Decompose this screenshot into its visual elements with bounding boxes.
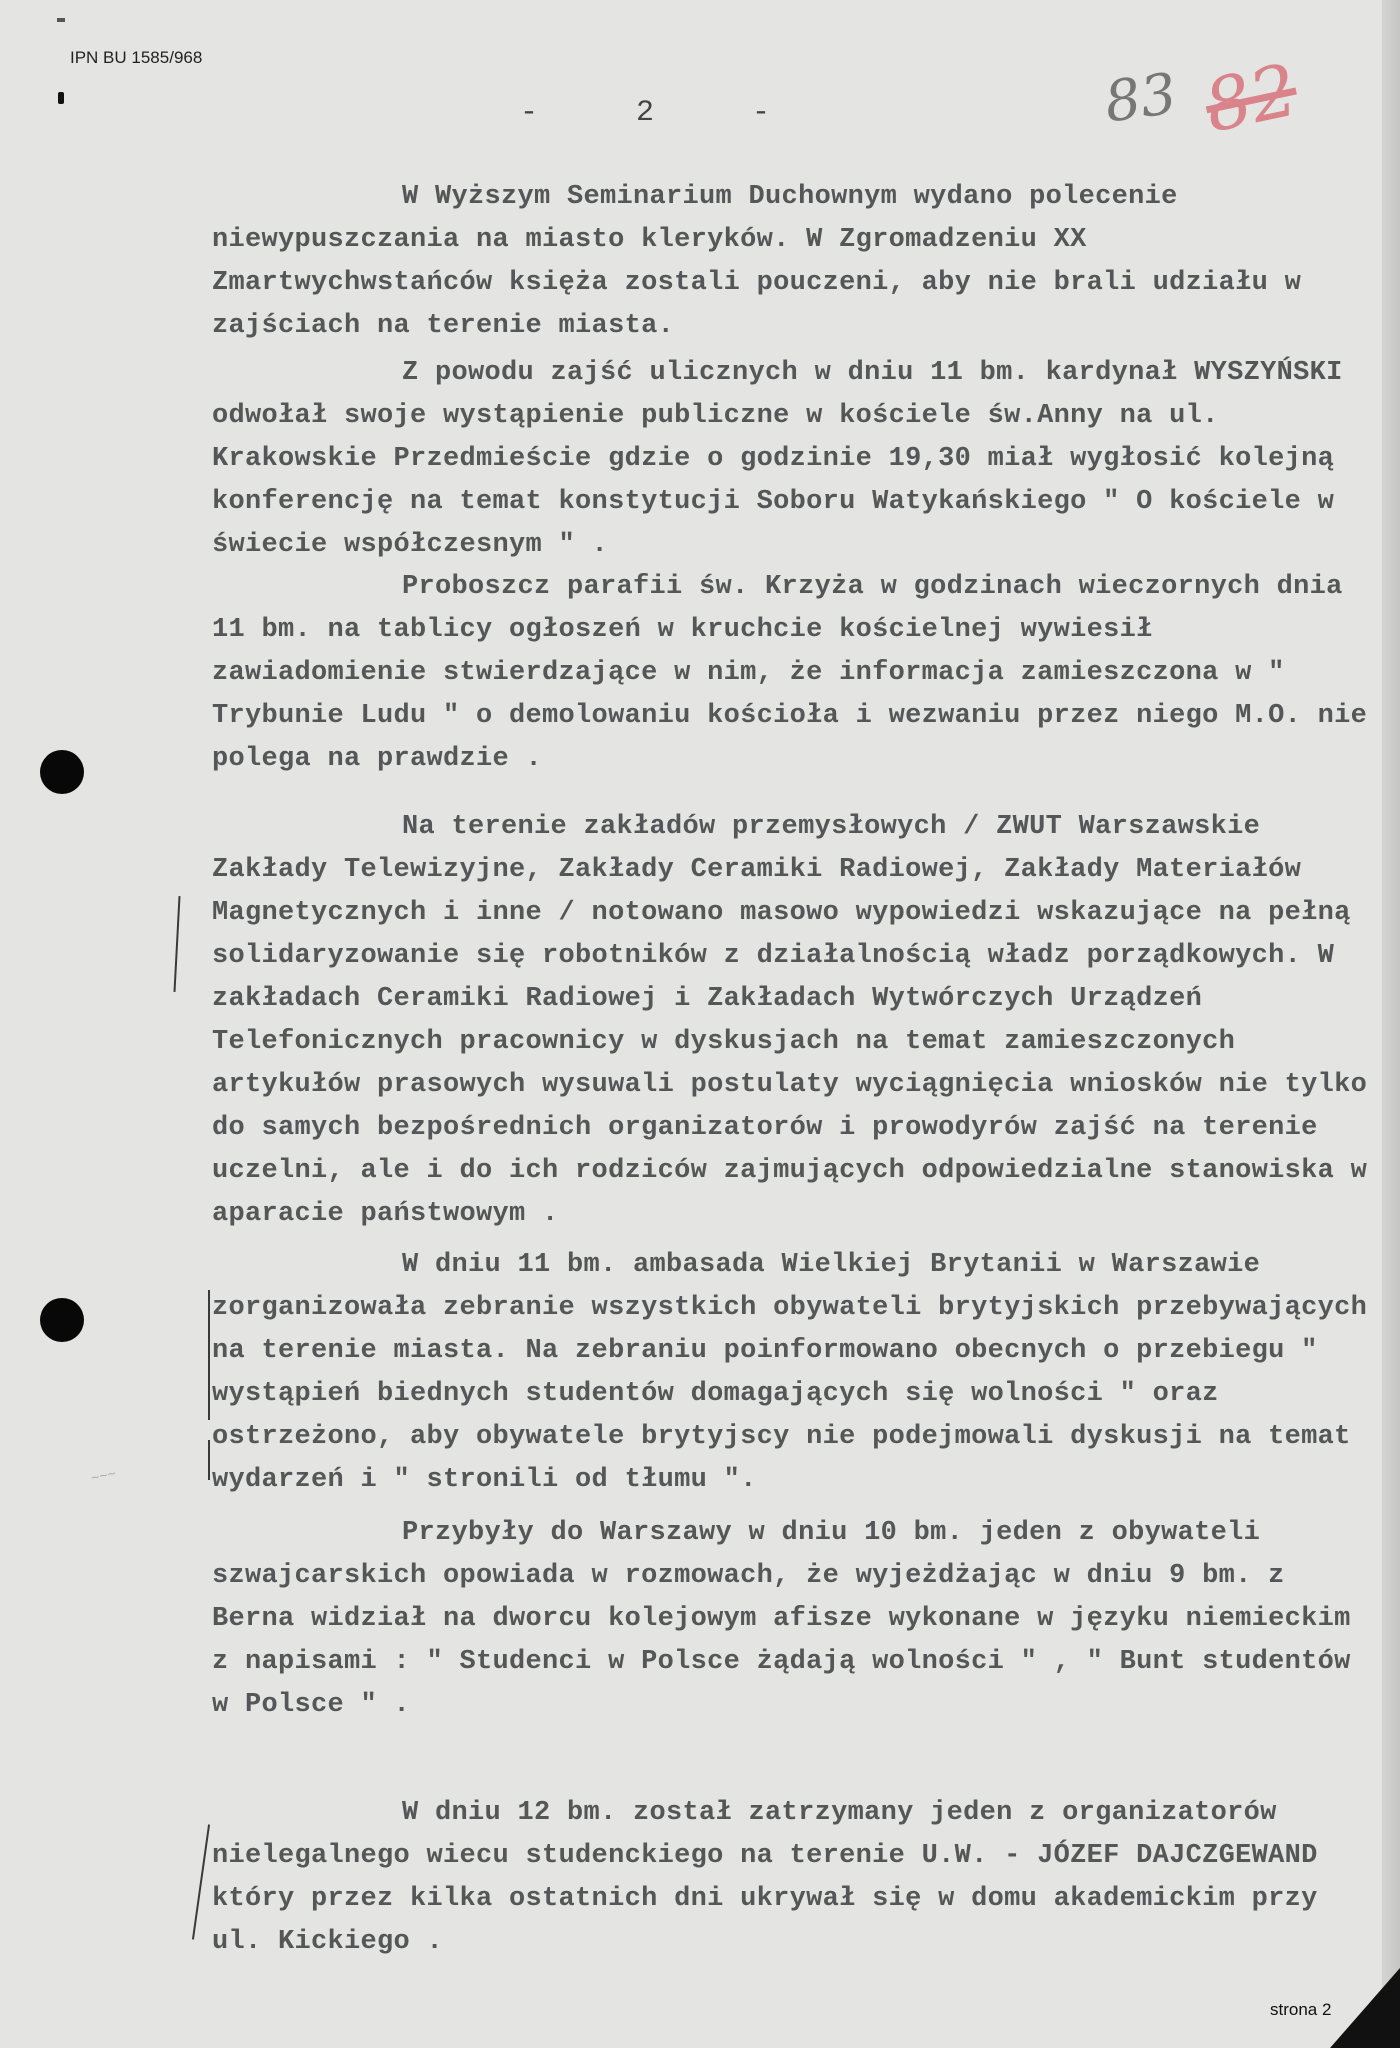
margin-pen-stroke	[208, 1440, 210, 1480]
margin-pen-stroke	[192, 1824, 210, 1939]
paragraph-arrest	[212, 1792, 1382, 1964]
paragraph-factories	[212, 806, 1382, 1236]
handwritten-folio-number: 83	[1100, 61, 1181, 136]
top-mark	[57, 18, 65, 22]
paragraph-text: Z powodu zajść ulicznych w dniu 11 bm. kardynał WYSZYŃSKI odwołał swoje wystąpienie publiczne w kościele św.Anny na ul. Krakowskie Przedmieście gdzie o godzinie 19,30 miał wygłosić kolejną konferencję na temat konstytucji Soboru Watykańskiego " O kościele w świecie współczesnym " .	[212, 358, 1343, 560]
faint-stamp-mark: ~~~	[89, 1466, 118, 1488]
paragraph-embassy	[212, 1244, 1382, 1502]
paper-edge	[1382, 0, 1400, 2048]
binder-hole	[40, 750, 84, 794]
handwritten-folio-number-red: 82	[1197, 47, 1305, 149]
corner-mark	[58, 92, 64, 104]
paragraph-swiss-citizen	[212, 1512, 1382, 1727]
paragraph-seminary	[212, 176, 1382, 348]
paragraph-cardinal	[212, 352, 1382, 567]
paragraph-text: Na terenie zakładów przemysłowych / ZWUT Warszawskie Zakłady Telewizyjne, Zakłady Ceramiki Radiowej, Zakłady Materiałów Magnetycznych i inne / notowano masowo wypowiedzi wskazujące na pełną solidaryzowanie się robotników z działalnością władz porządkowych. W zakładach Ceramiki Radiowej i Zakładach Wytwórczych Urządzeń Telefonicznych pracownicy w dyskusjach na temat zamieszczonych artykułów prasowych wysuwali postulaty wyciągnięcia wniosków nie tylko do samych bezpośrednich organizatorów i prowodyrów zajść na terenie uczelni, ale i do ich rodziców zajmujących odpowiedzialne stanowiska w aparacie państwowym .	[212, 812, 1368, 1229]
scan-corner	[1330, 1968, 1400, 2048]
margin-pen-stroke	[208, 1290, 210, 1420]
page-marker: - 2 -	[520, 96, 811, 130]
binder-hole	[40, 1298, 84, 1342]
paragraph-text: Przybyły do Warszawy w dniu 10 bm. jeden z obywateli szwajcarskich opowiada w rozmowach, że wyjeżdżając w dniu 9 bm. z Berna widział na dworcu kolejowym afisze wykonane w języku niemieckim z napisami : " Studenci w Polsce żądają wolności " , " Bunt studentów w Polsce " .	[212, 1518, 1351, 1720]
page-footer-label: strona 2	[1270, 2000, 1332, 2019]
paragraph-text: Proboszcz parafii św. Krzyża w godzinach wieczornych dnia 11 bm. na tablicy ogłoszeń w kruchcie kościelnej wywiesił zawiadomienie stwierdzające w nim, że informacja zamieszczona w " Trybunie Ludu " o demolowaniu kościoła i wezwaniu przez niego M.O. nie polega na prawdzie .	[212, 572, 1368, 774]
paragraph-text: W dniu 11 bm. ambasada Wielkiej Brytanii w Warszawie zorganizowała zebranie wszystkich obywateli brytyjskich przebywających na terenie miasta. Na zebraniu poinformowano obecnych o przebiegu " wystąpień biednych studentów domagających się wolności " oraz ostrzeżono, aby obywatele brytyjscy nie podejmowali dyskusji na temat wydarzeń i " stronili od tłumu ".	[212, 1250, 1368, 1495]
margin-pen-stroke	[173, 896, 180, 992]
archive-signature: IPN BU 1585/968	[70, 48, 203, 67]
paragraph-text: W dniu 12 bm. został zatrzymany jeden z organizatorów nielegalnego wiecu studenckiego na terenie U.W. - JÓZEF DAJCZGEWAND który przez kilka ostatnich dni ukrywał się w domu akademickim przy ul. Kickiego .	[212, 1798, 1318, 1957]
paragraph-text: W Wyższym Seminarium Duchownym wydano polecenie niewypuszczania na miasto kleryków. W Zgromadzeniu XX Zmartwychwstańców księża zostali pouczeni, aby nie brali udziału w zajściach na terenie miasta.	[212, 182, 1302, 341]
paragraph-parish	[212, 566, 1382, 781]
